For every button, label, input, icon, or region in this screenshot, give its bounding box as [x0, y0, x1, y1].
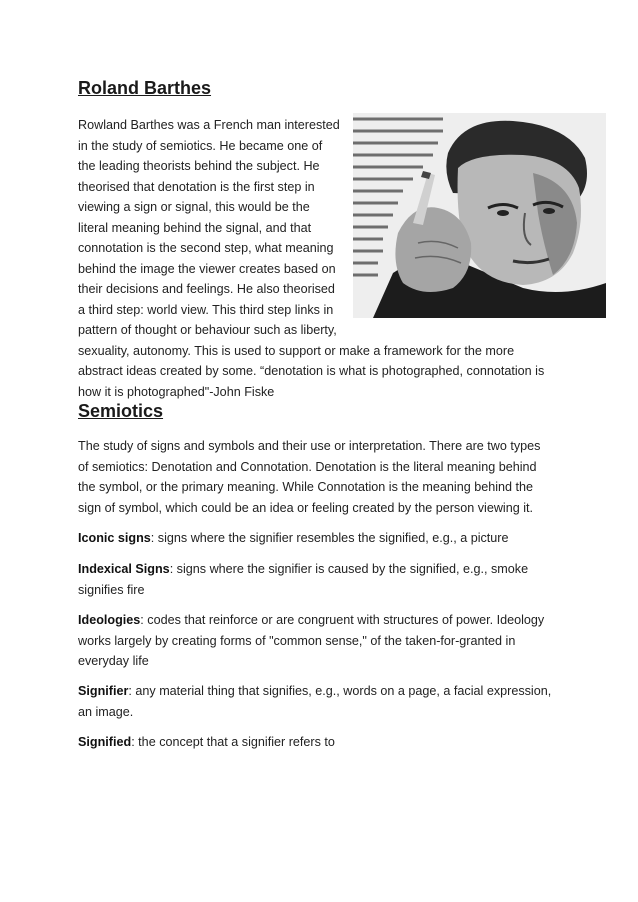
definition-text: : signs where the signifier is caused by the signified, e.g., smoke signifies fire: [78, 562, 529, 597]
definition-text: : the concept that a signifier refers to: [131, 735, 335, 749]
text-line: sexuality, autonomy. This is used to support or make a framework for the more: [78, 343, 515, 358]
definition-term: Ideologies: [78, 613, 141, 627]
semiotics-text: [78, 436, 540, 518]
text-line: a third step: world view. This third step links in: [78, 302, 334, 317]
text-line: Rowland Barthes was a French man interested: [78, 118, 340, 132]
text-line: in the study of semiotics. He became one of: [78, 138, 323, 153]
text-line: pattern of thought or behaviour such as liberty,: [78, 323, 337, 337]
definition-text: : any material thing that signifies, e.g., words on a page, a facial expression, an image.: [78, 684, 552, 719]
definition-indexical-signs: [78, 559, 568, 600]
text-line: literal meaning behind the signal, and that: [78, 220, 312, 235]
text-line: connotation is the second step, what meaning: [78, 241, 334, 255]
text-line: viewing a sign or signal, this would be the: [78, 200, 310, 214]
heading-roland-barthes: Roland Barthes: [78, 78, 212, 98]
definition-term: Iconic signs: [78, 531, 151, 545]
text-line: the leading theorists behind the subject. He: [78, 159, 320, 173]
text-line: of semiotics: Denotation and Connotation. Denotation is the literal meaning behind: [78, 459, 537, 474]
text-line: theorised that denotation is the first step in: [78, 179, 315, 194]
text-line: abstract ideas created by some. “denotation is what is photographed, connotation is: [78, 364, 545, 378]
heading-semiotics: Semiotics: [78, 401, 164, 421]
definition-text: : signs where the signifier resembles the signified, e.g., a picture: [150, 531, 509, 545]
definition-text: : codes that reinforce or are congruent with structures of power. Ideology works largely by creating forms of "common sense," of the taken-for-granted in everyday life: [78, 613, 545, 668]
text-line: the symbol, or the primary meaning. While Connotation is the meaning behind the: [78, 480, 534, 494]
definition-term: Signified: [78, 735, 132, 749]
roland-barthes-text: [78, 115, 544, 402]
definition-signifier: [78, 681, 568, 722]
text-line: their decisions and feelings. He also theorised: [78, 282, 335, 296]
text-line: sign of symbol, which could be an idea or feeling created by the person viewing it.: [78, 500, 534, 515]
text-line: The study of signs and symbols and their use or interpretation. There are two types: [78, 439, 541, 453]
text-line: behind the image the viewer creates based on: [78, 261, 336, 276]
definition-signified: [78, 732, 568, 753]
definition-iconic-signs: [78, 528, 568, 549]
definition-ideologies: [78, 610, 568, 672]
definition-term: Indexical Signs: [78, 562, 170, 576]
text-line: how it is photographed"-John Fiske: [78, 384, 275, 399]
definition-term: Signifier: [78, 684, 129, 698]
